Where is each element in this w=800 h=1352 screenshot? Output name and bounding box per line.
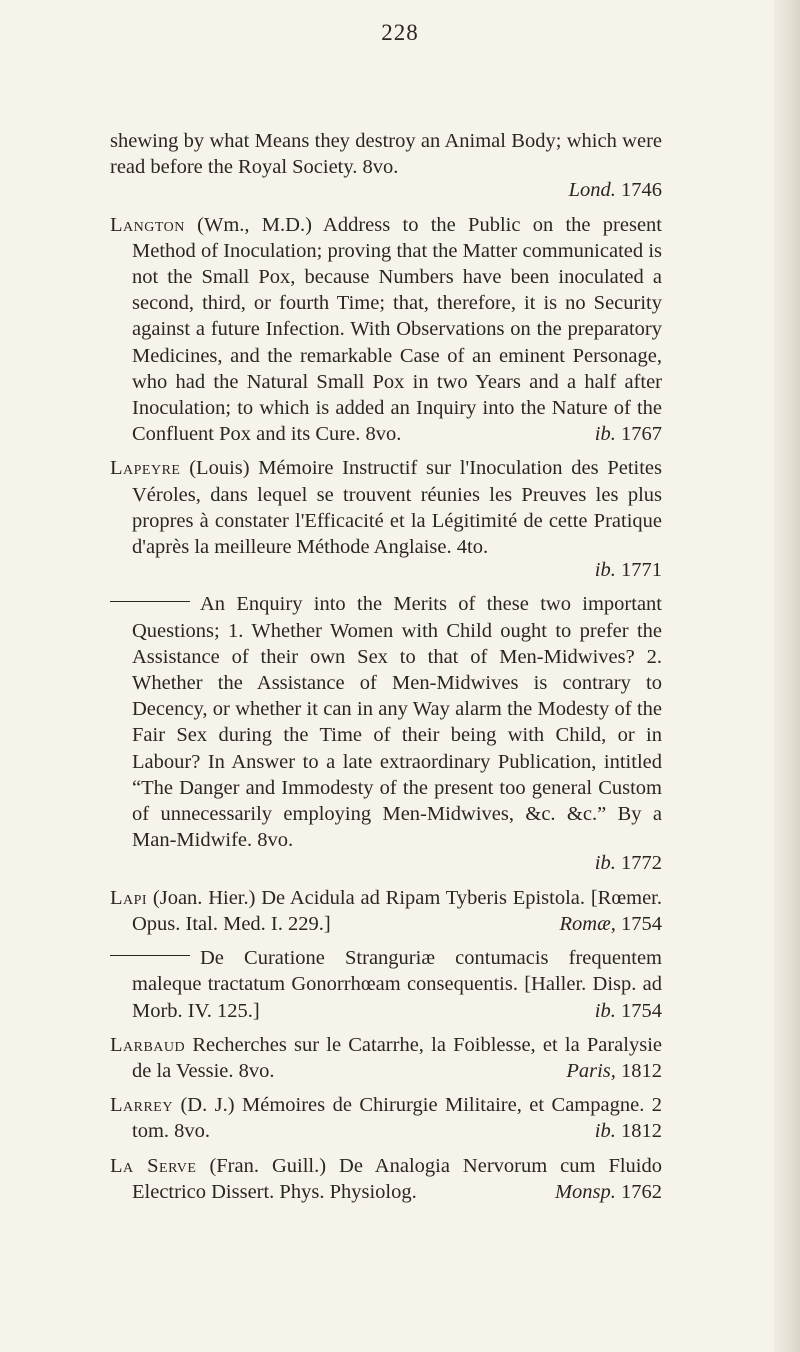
entry-imprint	[560, 911, 663, 937]
entry-text: shewing by what Means they destroy an Animal Body; which were read before the Royal Society. 8vo.	[110, 130, 662, 179]
entry-place: Monsp.	[554, 1180, 616, 1203]
entry-place: Lond.	[568, 179, 616, 202]
entry-text: De Curatione Stranguriæ contumacis frequentem maleque tractatum Gonorrhœam consequentis. [Haller. Disp. ad Morb. IV. 125.]	[132, 947, 662, 1022]
entry-text: (Louis) Mémoire Instructif sur l'Inoculation des Petites Véroles, dans lequel se trouvent réunies les Preuves les plus propres à constater l'Efficacité et la Légitimité de cette Pratique d'après la meilleure Méthode Anglaise. 4to.	[132, 457, 663, 559]
entry-imprint	[595, 998, 662, 1024]
entry-author: Lapeyre	[110, 457, 181, 480]
entry-author: La Serve	[110, 1154, 197, 1177]
entry-text: (D. J.) Mémoires de Chirurgie Militaire, et Campagne. 2 tom. 8vo.	[132, 1094, 663, 1143]
entry-year: 1762	[621, 1180, 662, 1203]
entry-imprint	[595, 1118, 662, 1144]
entry-author: Larrey	[110, 1094, 173, 1117]
entry-imprint	[555, 1179, 662, 1205]
bibliography-entry	[110, 885, 662, 937]
bibliography-entry	[110, 591, 662, 876]
page-edge	[774, 0, 800, 1352]
bibliography-entry	[110, 455, 662, 583]
entry-place: ib.	[594, 423, 616, 446]
entry-author: Larbaud	[110, 1033, 186, 1056]
bibliography-entry	[110, 945, 662, 1024]
entry-text: (Joan. Hier.) De Acidula ad Ripam Tyberis Epistola. [Rœmer. Opus. Ital. Med. I. 229.]	[132, 886, 662, 935]
entry-text: (Fran. Guill.) De Analogia Nervorum cum Fluido Electrico Dissert. Phys. Physiolog.	[132, 1154, 662, 1203]
entry-year: 1754	[621, 912, 662, 935]
entry-imprint	[595, 421, 662, 447]
entry-place: ib.	[594, 852, 616, 875]
page-number: 228	[381, 20, 419, 45]
entry-place: ib.	[594, 1120, 616, 1143]
bibliography-list	[110, 128, 662, 1213]
bibliography-entry	[110, 1032, 662, 1084]
entry-place: ib.	[594, 999, 616, 1022]
entry-imprint	[132, 850, 662, 876]
entry-year: 1767	[621, 423, 662, 446]
bibliography-entry	[110, 212, 662, 448]
entry-year: 1771	[621, 559, 662, 582]
entry-place: ib.	[594, 559, 616, 582]
entry-year: 1812	[621, 1120, 662, 1143]
entry-text: (Wm., M.D.) Address to the Public on the present Method of Inoculation; proving that the Matter communicated is not the Small Pox, because Numbers have been inoculated a second, third, or fourth Time; that, therefore, it is no Security against a future Infection. With Observations on the preparatory Medicines, and the remarkable Case of an eminent Personage, who had the Natural Small Pox in two Years and a half after Inoculation; to which is added an Inquiry into the Nature of the Confluent Pox and its Cure. 8vo.	[132, 213, 662, 446]
entry-place: Romæ,	[559, 912, 616, 935]
bibliography-entry	[110, 1153, 662, 1205]
entry-author: Lapi	[110, 886, 148, 909]
entry-imprint	[566, 1058, 662, 1084]
entry-year: 1746	[621, 179, 662, 202]
ditto-dash	[110, 955, 190, 956]
bibliography-entry	[110, 128, 662, 204]
entry-year: 1812	[621, 1059, 662, 1082]
entry-imprint	[110, 177, 662, 203]
ditto-dash	[110, 601, 190, 602]
entry-author: Langton	[110, 213, 185, 236]
bibliography-entry	[110, 1092, 662, 1144]
entry-place: Paris,	[566, 1059, 616, 1082]
entry-text: Recherches sur le Catarrhe, la Foiblesse, et la Paralysie de la Vessie. 8vo.	[132, 1033, 662, 1082]
entry-year: 1754	[621, 999, 662, 1022]
entry-year: 1772	[621, 852, 662, 875]
entry-imprint	[132, 557, 662, 583]
entry-text: An Enquiry into the Merits of these two important Questions; 1. Whether Women with Child ought to prefer the Assistance of their own Sex to that of Men-Midwives? 2. Whether the Assistance of Men-Midwives is contrary to Decency, or whether it can in any Way alarm the Modesty of the Fair Sex during the Time of their being with Child, or in Labour? In Answer to a late extraordinary Publication, intitled “The Danger and Immodesty of the present too general Custom of unnecessarily employing Men-Midwives, &c. &c.” By a Man-Midwife. 8vo.	[132, 593, 662, 852]
